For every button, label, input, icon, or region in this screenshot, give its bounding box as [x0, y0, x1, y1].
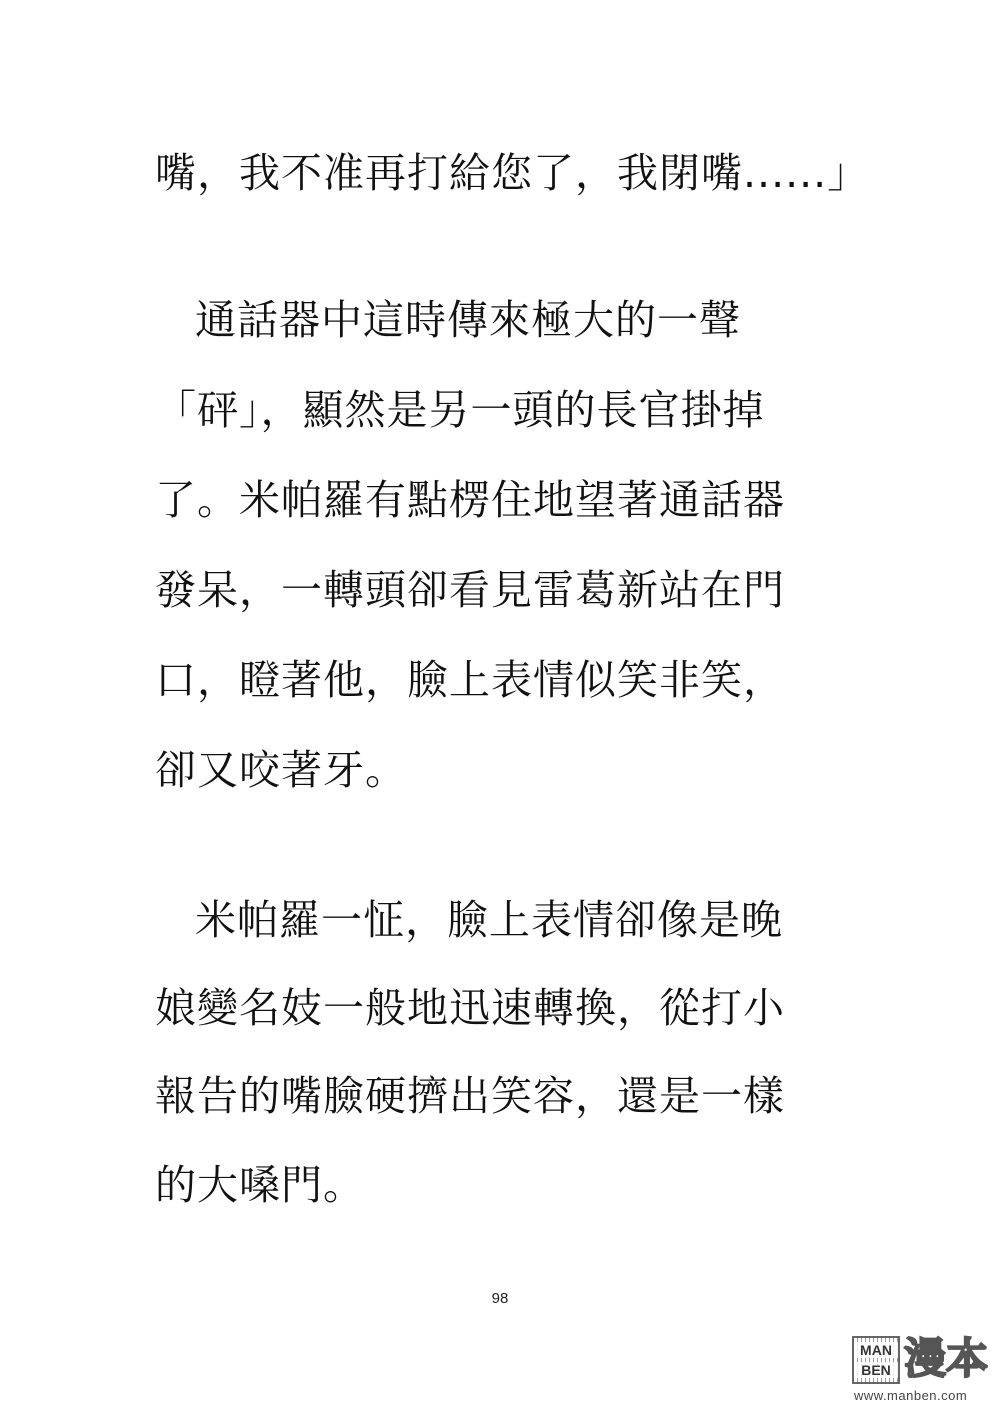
watermark-url: www.manben.com — [854, 1388, 968, 1403]
text-line: 「砰」，顯然是另一頭的長官掛掉 — [155, 386, 765, 434]
text-line: 發呆，一轉頭卻看見雷葛新站在門 — [155, 566, 785, 614]
watermark-chars: 漫本 — [904, 1334, 989, 1383]
text-line: 口，瞪著他，臉上表情似笑非笑， — [155, 656, 785, 704]
text-line: 卻又咬著牙。 — [155, 746, 407, 794]
text-line: 娘變名妓一般地迅速轉換，從打小 — [155, 984, 785, 1032]
text-line: 了。米帕羅有點楞住地望著通話器 — [155, 476, 785, 524]
text-line: 米帕羅一怔，臉上表情卻像是晚 — [195, 896, 783, 944]
page-number: 98 — [491, 1290, 509, 1307]
watermark-logo-top: MAN — [854, 1342, 898, 1358]
text-line: 通話器中這時傳來極大的一聲 — [195, 296, 741, 344]
watermark-logo-bottom: BEN — [854, 1362, 898, 1378]
text-line: 嘴，我不准再打給您了，我閉嘴......」 — [155, 149, 870, 197]
text-line: 報告的嘴臉硬擠出笑容，還是一樣 — [155, 1072, 785, 1120]
text-line: 的大嗓門。 — [155, 1161, 365, 1209]
watermark-logo — [850, 1334, 988, 1386]
manben-logo-icon — [852, 1336, 900, 1384]
watermark — [850, 1334, 988, 1406]
